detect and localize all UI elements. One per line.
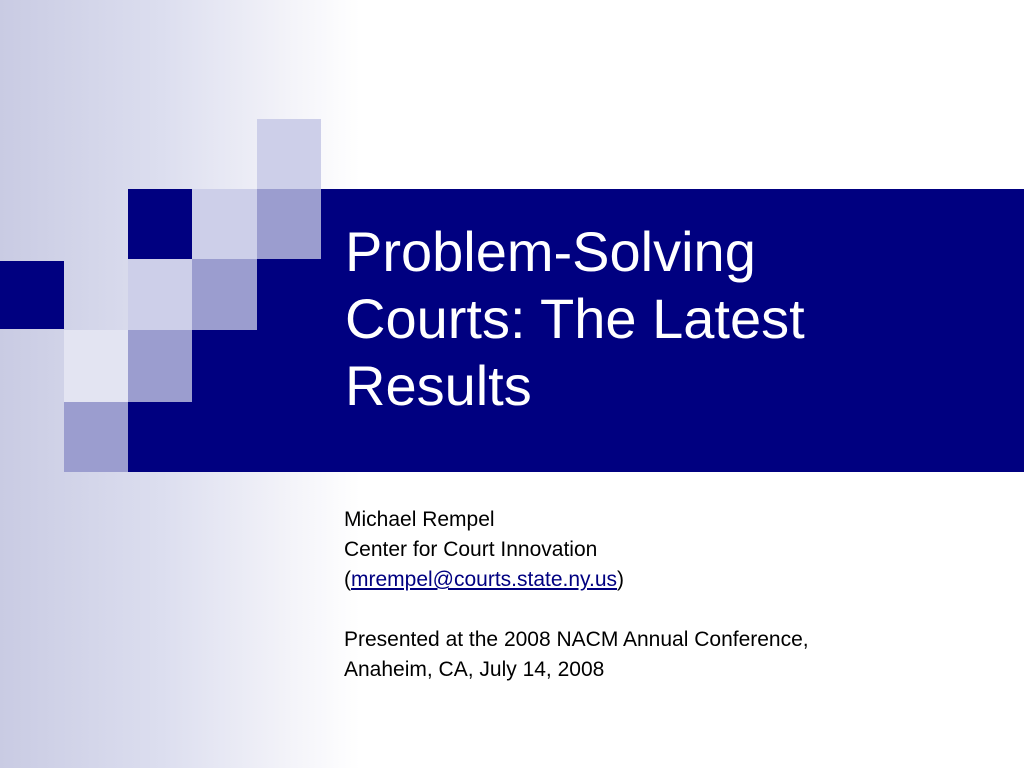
left-accent-bar: [0, 261, 64, 329]
email-line: [344, 565, 1004, 595]
deco-square: [64, 330, 128, 402]
title-line: Problem-Solving: [345, 220, 756, 283]
slide-title: [345, 218, 985, 420]
deco-square: [192, 189, 257, 259]
spacer: [344, 595, 1004, 625]
presented-line-1: Presented at the 2008 NACM Annual Conference,: [344, 628, 809, 651]
deco-square: [257, 189, 321, 259]
title-line: Results: [345, 354, 532, 418]
slide-subtitle: [344, 505, 1004, 685]
author-name: Michael Rempel: [344, 508, 495, 531]
deco-square: [128, 259, 192, 330]
deco-square: [64, 402, 128, 472]
email-open-paren: (: [344, 568, 351, 591]
organization: Center for Court Innovation: [344, 538, 598, 561]
deco-square: [257, 119, 321, 189]
title-line: Courts: The Latest: [345, 287, 805, 351]
email-link[interactable]: mrempel@courts.state.ny.us: [351, 568, 618, 591]
email-close-paren: ): [617, 568, 625, 591]
deco-square: [192, 259, 257, 330]
deco-square: [128, 330, 192, 402]
presented-line-2: Anaheim, CA, July 14, 2008: [344, 658, 605, 681]
